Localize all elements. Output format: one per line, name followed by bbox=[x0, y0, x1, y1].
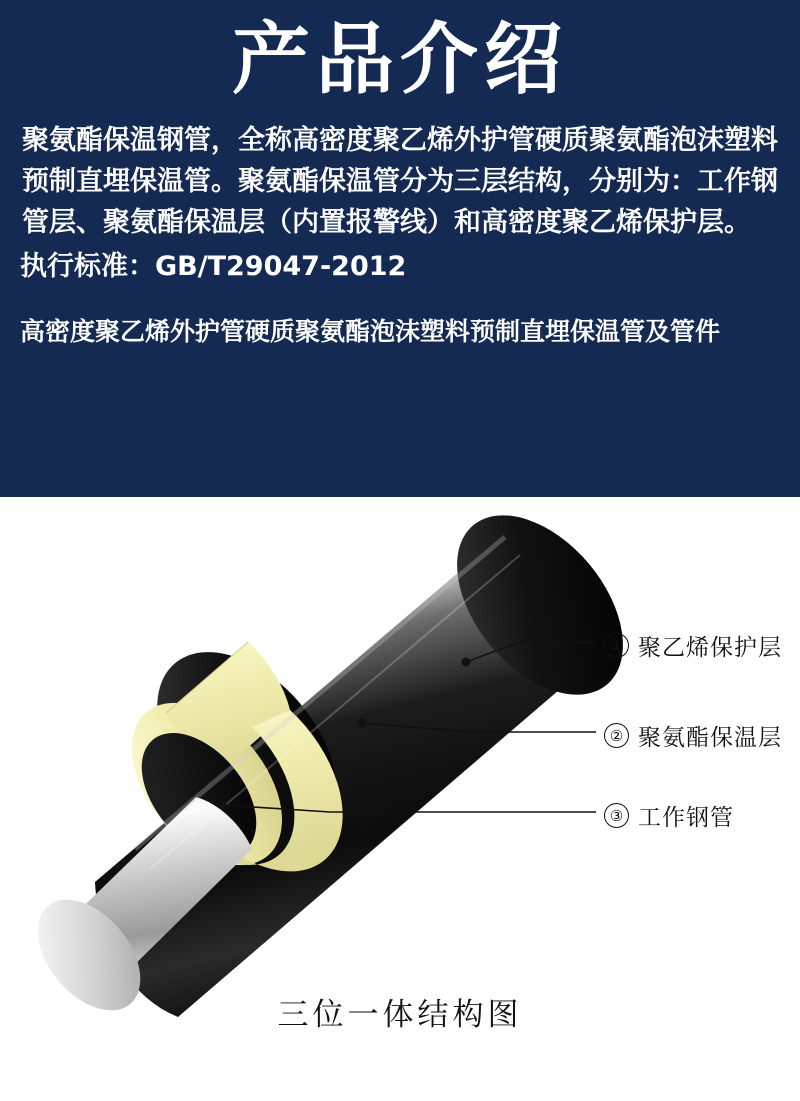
structure-figure bbox=[0, 497, 800, 1101]
product-description: 聚氨酯保温钢管，全称高密度聚乙烯外护管硬质聚氨酯泡沫塑料预制直埋保温管。聚氨酯保温管分为三层结构，分别为：工作钢管层、聚氨酯保温层（内置报警线）和高密度聚乙烯保护层。 bbox=[22, 124, 778, 238]
pipe-illustration bbox=[0, 497, 800, 1017]
callout-number-2: ② bbox=[604, 723, 629, 748]
callout-number-1: ① bbox=[604, 633, 629, 658]
execution-standard: 执行标准：GB/T29047-2012 bbox=[20, 250, 407, 282]
hero-panel bbox=[0, 0, 800, 497]
callout-label-1: 聚乙烯保护层 bbox=[638, 635, 782, 661]
callout-steel-pipe bbox=[604, 799, 734, 832]
callout-hdpe-layer bbox=[604, 629, 782, 662]
callout-label-3: 工作钢管 bbox=[638, 805, 734, 831]
page-title: 产品介绍 bbox=[231, 15, 568, 105]
callout-number-3: ③ bbox=[604, 803, 629, 828]
callout-label-2: 聚氨酯保温层 bbox=[638, 725, 782, 751]
figure-caption: 三位一体结构图 bbox=[277, 997, 523, 1033]
execution-standard-subtitle: 高密度聚乙烯外护管硬质聚氨酯泡沫塑料预制直埋保温管及管件 bbox=[20, 317, 721, 347]
pipe-cutaway-svg bbox=[0, 497, 800, 1017]
callout-insulation-layer bbox=[604, 719, 782, 752]
